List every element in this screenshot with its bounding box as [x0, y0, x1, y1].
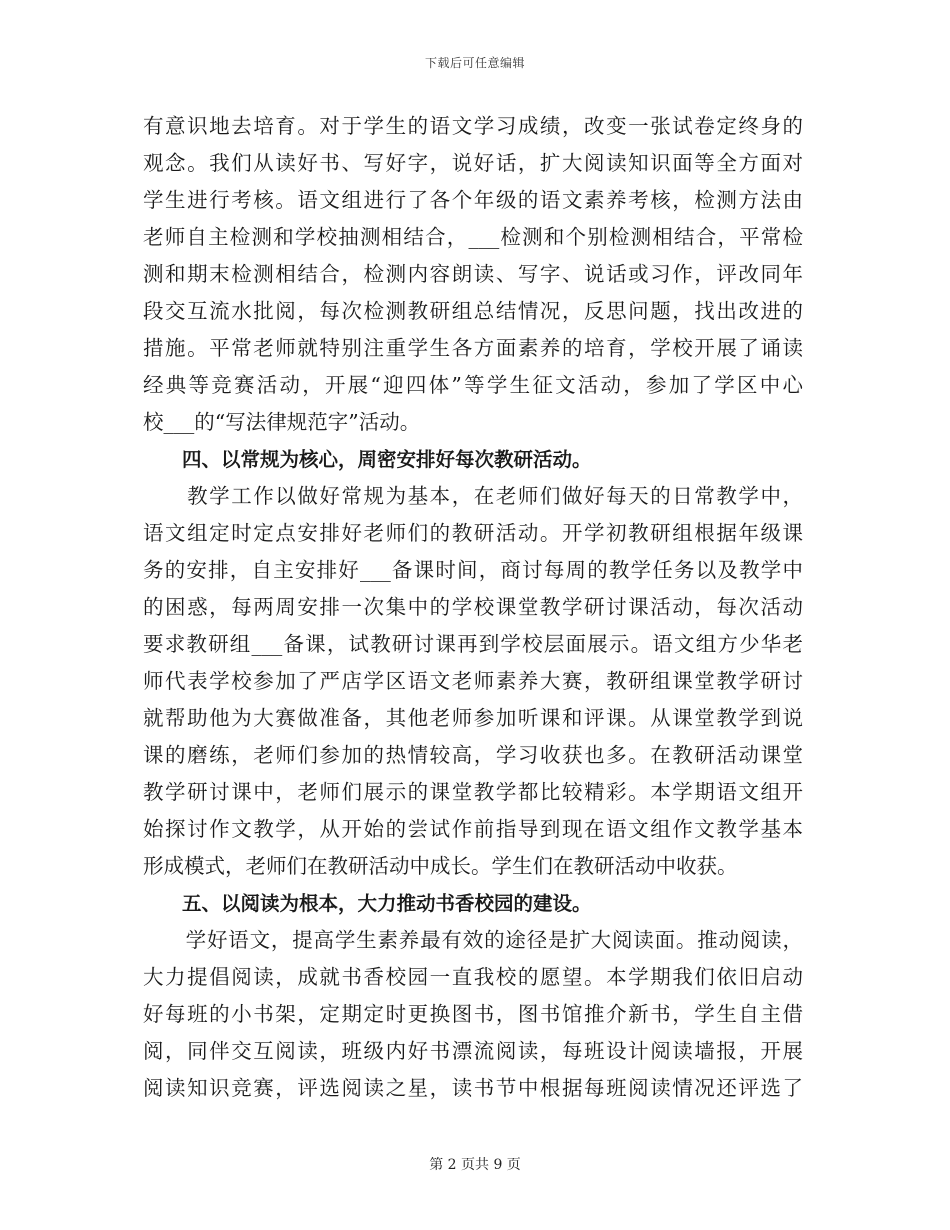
paragraph-line: 大力提倡阅读，成就书香校园一直我校的愿望。本学期我们依旧启动: [143, 965, 803, 989]
page-header: 下载后可任意编辑: [424, 56, 525, 70]
paragraph-line: 学好语文，提高学生素养最有效的途径是扩大阅读面。推动阅读，: [143, 928, 803, 952]
paragraph-line: 就帮助他为大赛做准备，其他老师参加听课和评课。从课堂教学到说: [143, 706, 803, 730]
page-footer: 第 2 页共 9 页: [429, 1157, 521, 1173]
paragraph-line: 教学工作以做好常规为基本，在老师们做好每天的日常教学中，: [143, 484, 803, 508]
paragraph-line: 形成模式，老师们在教研活动中成长。学生们在教研活动中收获。: [143, 854, 738, 878]
paragraph-line: 老师自主检测和学校抽测相结合，___检测和个别检测相结合，平常检: [143, 225, 803, 249]
paragraph-line: 测和期末检测相结合，检测内容朗读、写字、说话或习作，评改同年: [143, 262, 803, 286]
paragraph-line: 语文组定时定点安排好老师们的教研活动。开学初教研组根据年级课: [143, 521, 803, 545]
paragraph-line: 阅读知识竞赛，评选阅读之星，读书节中根据每班阅读情况还评选了: [143, 1076, 803, 1100]
paragraph-line: 观念。我们从读好书、写好字，说好话，扩大阅读知识面等全方面对: [143, 151, 803, 175]
paragraph-line: 经典等竞赛活动，开展“迎四体”等学生征文活动，参加了学区中心: [143, 373, 803, 397]
paragraph-line: 的困惑，每两周安排一次集中的学校课堂教学研讨课活动，每次活动: [143, 595, 803, 619]
paragraph-line: 师代表学校参加了严店学区语文老师素养大赛，教研组课堂教学研讨: [143, 669, 803, 693]
paragraph-line: 务的安排，自主安排好___备课时间，商讨每周的教学任务以及教学中: [143, 558, 803, 582]
paragraph-line: 阅，同伴交互阅读，班级内好书漂流阅读，每班设计阅读墙报，开展: [143, 1039, 803, 1063]
paragraph-line: 好每班的小书架，定期定时更换图书，图书馆推介新书，学生自主借: [143, 1002, 803, 1026]
section-heading: 五、以阅读为根本，大力推动书香校园的建设。: [143, 892, 592, 915]
paragraph-line: 学生进行考核。语文组进行了各个年级的语文素养考核，检测方法由: [143, 188, 803, 212]
paragraph-line: 始探讨作文教学，从开始的尝试作前指导到现在语文组作文教学基本: [143, 817, 803, 841]
paragraph-line: 措施。平常老师就特别注重学生各方面素养的培育，学校开展了诵读: [143, 336, 803, 360]
paragraph-line: 课的磨练，老师们参加的热情较高，学习收获也多。在教研活动课堂: [143, 743, 803, 767]
paragraph-line: 有意识地去培育。对于学生的语文学习成绩，改变一张试卷定终身的: [143, 114, 803, 138]
paragraph-line: 教学研讨课中，老师们展示的课堂教学都比较精彩。本学期语文组开: [143, 780, 803, 804]
document-body: [143, 108, 803, 1107]
section-heading: 四、以常规为核心，周密安排好每次教研活动。: [143, 448, 592, 471]
paragraph-line: 校___的“写法律规范字”活动。: [143, 410, 421, 434]
paragraph-line: 段交互流水批阅，每次检测教研组总结情况，反思问题，找出改进的: [143, 299, 803, 323]
paragraph-line: 要求教研组___备课，试教研讨课再到学校层面展示。语文组方少华老: [143, 632, 803, 656]
